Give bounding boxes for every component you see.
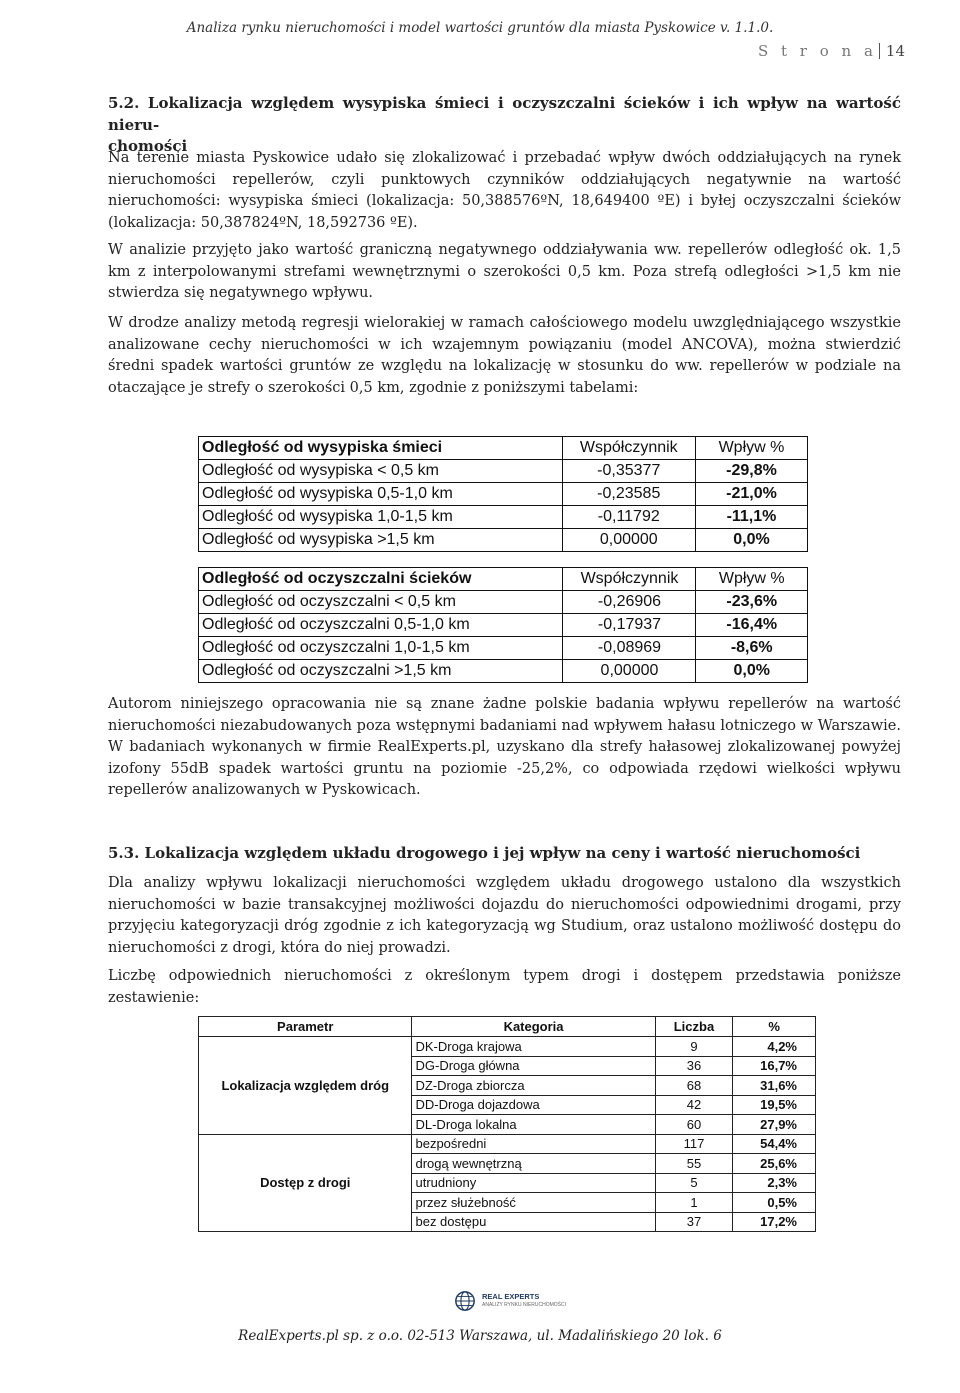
header-cell: Parametr bbox=[199, 1017, 412, 1037]
parameter-cell: Dostęp z drogi bbox=[199, 1134, 412, 1232]
coefficient-cell: -0,08969 bbox=[563, 637, 696, 660]
table-row bbox=[199, 529, 808, 552]
count-cell: 68 bbox=[655, 1076, 733, 1096]
count-cell: 55 bbox=[655, 1154, 733, 1174]
percent-cell: 19,5% bbox=[733, 1095, 816, 1115]
distance-cell: Odległość od wysypiska < 0,5 km bbox=[199, 460, 563, 483]
coefficient-cell: 0,00000 bbox=[563, 660, 696, 683]
distance-cell: Odległość od wysypiska 1,0-1,5 km bbox=[199, 506, 563, 529]
paragraph-threshold: W analizie przyjęto jako wartość graniczną negatywnego oddziaływania ww. repellerów odległość ok. 1,5 km z interpolowanymi strefami wewnętrznymi o szerokości 0,5 km. Poza strefą odległości >1,5 km nie stwierdza się negatywnego wpływu. bbox=[108, 242, 901, 301]
table-row bbox=[199, 591, 808, 614]
impact-cell: 0,0% bbox=[695, 529, 807, 552]
category-cell: drogą wewnętrzną bbox=[412, 1154, 655, 1174]
paragraph-regression: W drodze analizy metodą regresji wielorakiej w ramach całościowego modelu uwzględniającego wszystkie analizowane cechy nieruchomości w ich wzajemnym powiązaniu (model ANCOVA), można stwierdzić średni spadek wartości gruntów ze względu na lokalizację w stosunku do ww. repellerów w podziale na otaczające je strefy o szerokości 0,5 km, zgodnie z poniższymi tabelami: bbox=[108, 315, 901, 396]
impact-cell: -16,4% bbox=[696, 614, 808, 637]
coefficient-cell: -0,17937 bbox=[563, 614, 696, 637]
page-number-value: 14 bbox=[885, 42, 905, 60]
count-cell: 1 bbox=[655, 1193, 733, 1213]
category-cell: DD-Droga dojazdowa bbox=[412, 1095, 655, 1115]
count-cell: 37 bbox=[655, 1212, 733, 1232]
table-row bbox=[199, 660, 808, 683]
impact-cell: -8,6% bbox=[696, 637, 808, 660]
impact-cell: 0,0% bbox=[696, 660, 808, 683]
logo-globe-icon bbox=[454, 1290, 476, 1312]
coefficient-cell: -0,11792 bbox=[562, 506, 695, 529]
logo-name: REAL EXPERTS bbox=[482, 1292, 540, 1301]
header-cell: Liczba bbox=[655, 1017, 733, 1037]
paragraph-roads-summary: Liczbę odpowiednich nieruchomości z określonym typem drogi i dostępem przedstawia poniższe zestawienie: bbox=[108, 968, 901, 1006]
header-cell: % bbox=[733, 1017, 816, 1037]
category-cell: bezpośredni bbox=[412, 1134, 655, 1154]
table-row bbox=[199, 506, 808, 529]
table-row bbox=[199, 1037, 816, 1057]
table-header-row bbox=[199, 1017, 816, 1037]
logo-tagline: ANALIZY RYNKU NIERUCHOMOŚCI bbox=[482, 1302, 566, 1308]
distance-cell: Odległość od oczyszczalni >1,5 km bbox=[199, 660, 563, 683]
coefficient-cell: 0,00000 bbox=[562, 529, 695, 552]
paragraph-roads-analysis: Dla analizy wpływu lokalizacji nieruchomości względem układu drogowego ustalono dla wszystkich nieruchomości w bazie transakcyjnej możliwości dojazdu do nieruchomości odpowiednimi drogami, przy przyjęciu kategoryzacji dróg zgodnie z ich kategoryzacją wg Studium, oraz ustalono możliwość dostępu do nieruchomości z drogi, która do niej prowadzi. bbox=[108, 875, 901, 956]
page-footer: RealExperts.pl sp. z o.o. 02-513 Warszawa, ul. Madalińskiego 20 lok. 6 bbox=[238, 1328, 722, 1344]
distance-cell: Odległość od oczyszczalni < 0,5 km bbox=[199, 591, 563, 614]
count-cell: 42 bbox=[655, 1095, 733, 1115]
category-cell: DG-Droga główna bbox=[412, 1056, 655, 1076]
running-header: Analiza rynku nieruchomości i model wartości gruntów dla miasta Pyskowice v. 1.1.0. bbox=[186, 20, 774, 36]
impact-cell: -23,6% bbox=[696, 591, 808, 614]
percent-cell: 0,5% bbox=[733, 1193, 816, 1213]
table-row bbox=[199, 460, 808, 483]
percent-cell: 16,7% bbox=[733, 1056, 816, 1076]
percent-cell: 25,6% bbox=[733, 1154, 816, 1174]
table-header-row bbox=[199, 437, 808, 460]
table-sewage-impact bbox=[198, 567, 808, 683]
coefficient-cell: -0,35377 bbox=[562, 460, 695, 483]
table-row bbox=[199, 1134, 816, 1154]
count-cell: 5 bbox=[655, 1173, 733, 1193]
category-cell: DL-Droga lokalna bbox=[412, 1115, 655, 1135]
heading-line-2: chomości bbox=[108, 137, 188, 155]
table-row bbox=[199, 637, 808, 660]
count-cell: 60 bbox=[655, 1115, 733, 1135]
category-cell: DZ-Droga zbiorcza bbox=[412, 1076, 655, 1096]
count-cell: 36 bbox=[655, 1056, 733, 1076]
category-cell: utrudniony bbox=[412, 1173, 655, 1193]
percent-cell: 4,2% bbox=[733, 1037, 816, 1057]
section-heading-5-3: 5.3. Lokalizacja względem układu drogowego i jej wpływ na ceny i wartość nieruchomości bbox=[108, 844, 861, 862]
page-label: S t r o n a bbox=[757, 42, 877, 60]
header-cell: Współczynnik bbox=[563, 568, 696, 591]
category-cell: DK-Droga krajowa bbox=[412, 1037, 655, 1057]
distance-cell: Odległość od wysypiska >1,5 km bbox=[199, 529, 563, 552]
header-cell: Wpływ % bbox=[696, 568, 808, 591]
paragraph-authors: Autorom niniejszego opracowania nie są znane żadne polskie badania wpływu repellerów na wartość nieruchomości niezabudowanych poza wstępnymi badaniami nad wpływem hałasu lotniczego w Warszawie. W badaniach wykonanych w firmie RealExperts.pl, uzyskano dla strefy hałasowej zlokalizowanej powyżej izofony 55dB spadek wartości gruntu na poziomie -25,2%, co odpowiada rzędowi wielkości wpływu repellerów analizowanych w Pyskowicach. bbox=[108, 696, 901, 798]
heading-line-1: 5.2. Lokalizacja względem wysypiska śmieci i oczyszczalni ścieków i ich wpływ na wartość nieru- bbox=[108, 94, 901, 134]
percent-cell: 31,6% bbox=[733, 1076, 816, 1096]
real-experts-logo bbox=[454, 1290, 566, 1312]
count-cell: 117 bbox=[655, 1134, 733, 1154]
header-cell: Odległość od oczyszczalni ścieków bbox=[199, 568, 563, 591]
impact-cell: -21,0% bbox=[695, 483, 807, 506]
impact-cell: -29,8% bbox=[695, 460, 807, 483]
paragraph-repellers: Na terenie miasta Pyskowice udało się zlokalizować i przebadać wpływ dwóch oddziałujących na rynek nieruchomości repellerów, czyli punktowych czynników oddziałujących negatywnie na wartość nieruchomości: wysypiska śmieci (lokalizacja: 50,388576ºN, 18,649400 ºE) i byłej oczyszczalni ścieków (lokalizacja: 50,387824ºN, 18,592736 ºE). bbox=[108, 150, 901, 231]
percent-cell: 27,9% bbox=[733, 1115, 816, 1135]
table-header-row bbox=[199, 568, 808, 591]
coefficient-cell: -0,26906 bbox=[563, 591, 696, 614]
impact-cell: -11,1% bbox=[695, 506, 807, 529]
table-row bbox=[199, 483, 808, 506]
header-cell: Wpływ % bbox=[695, 437, 807, 460]
distance-cell: Odległość od wysypiska 0,5-1,0 km bbox=[199, 483, 563, 506]
percent-cell: 54,4% bbox=[733, 1134, 816, 1154]
category-cell: bez dostępu bbox=[412, 1212, 655, 1232]
page-number bbox=[758, 42, 905, 60]
header-cell: Odległość od wysypiska śmieci bbox=[199, 437, 563, 460]
distance-cell: Odległość od oczyszczalni 0,5-1,0 km bbox=[199, 614, 563, 637]
percent-cell: 17,2% bbox=[733, 1212, 816, 1232]
header-cell: Kategoria bbox=[412, 1017, 655, 1037]
distance-cell: Odległość od oczyszczalni 1,0-1,5 km bbox=[199, 637, 563, 660]
coefficient-cell: -0,23585 bbox=[562, 483, 695, 506]
header-cell: Współczynnik bbox=[562, 437, 695, 460]
table-landfill-impact bbox=[198, 436, 808, 552]
category-cell: przez służebność bbox=[412, 1193, 655, 1213]
table-row bbox=[199, 614, 808, 637]
table-road-categories bbox=[198, 1016, 816, 1232]
parameter-cell: Lokalizacja względem dróg bbox=[199, 1037, 412, 1135]
count-cell: 9 bbox=[655, 1037, 733, 1057]
percent-cell: 2,3% bbox=[733, 1173, 816, 1193]
